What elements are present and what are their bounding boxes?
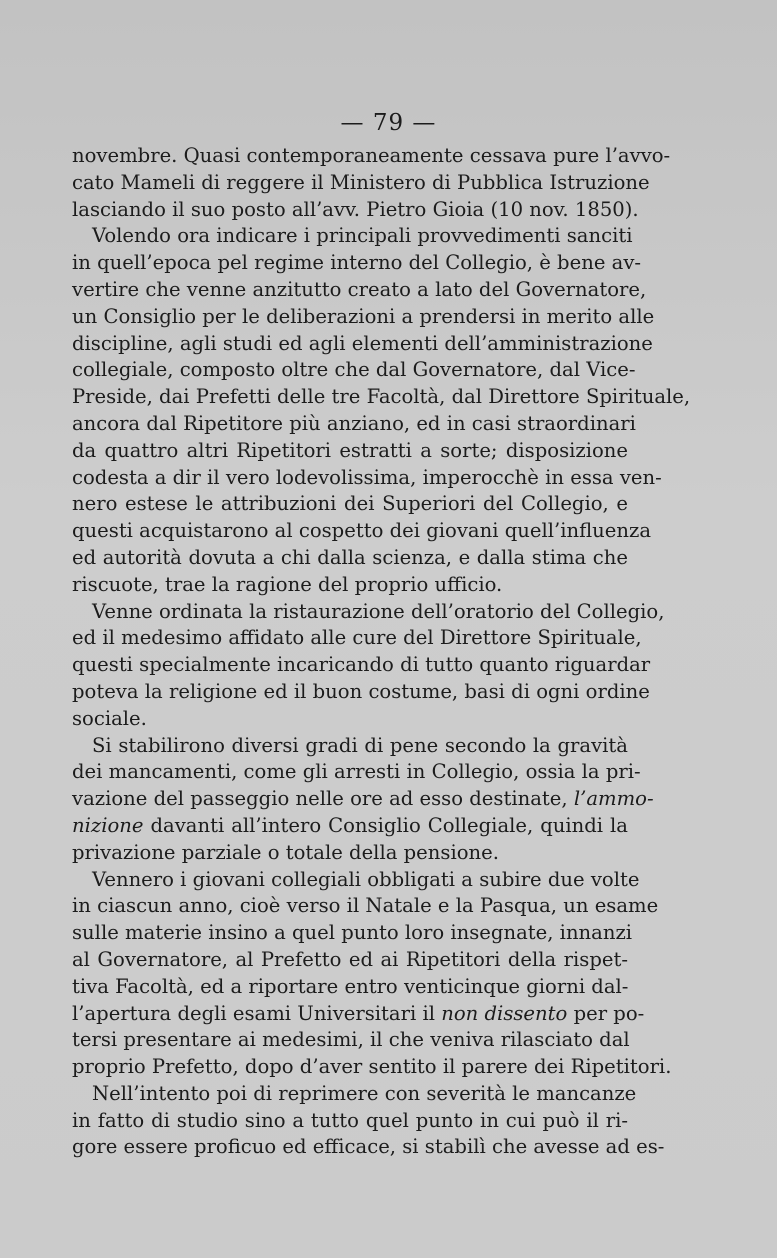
text-line: questi specialmente incaricando di tutto quanto riguardar xyxy=(72,653,651,677)
italic-term: non dissento xyxy=(441,1001,568,1025)
text-line: sociale. xyxy=(72,706,147,730)
text-line: privazione parziale o totale della pensione. xyxy=(72,840,499,864)
text-segment: per po- xyxy=(573,1001,645,1025)
text-line: Volendo ora indicare i principali provvedimenti sanciti xyxy=(92,224,633,248)
text-line: da quattro altri Ripetitori estratti a sorte; disposizione xyxy=(72,438,628,462)
body-text xyxy=(72,143,691,1161)
text-line: tiva Facoltà, ed a riportare entro venticinque giorni dal- xyxy=(72,974,629,998)
text-line: Si stabilirono diversi gradi di pene secondo la gravità xyxy=(92,733,628,757)
text-line: ancora dal Ripetitore più anziano, ed in casi straordinari xyxy=(72,411,636,435)
text-line: vertire che venne anzitutto creato a lato del Governatore, xyxy=(72,277,647,301)
text-segment: l’apertura degli esami Universitari il xyxy=(72,1001,436,1025)
text-line: Venne ordinata la ristaurazione dell’oratorio del Collegio, xyxy=(92,599,665,623)
text-line: novembre. Quasi contemporaneamente cessava pure l’avvo- xyxy=(72,144,671,167)
text-line: ed autorità dovuta a chi dalla scienza, e dalla stima che xyxy=(72,545,628,569)
text-line: al Governatore, al Prefetto ed ai Ripetitori della rispet- xyxy=(72,947,628,971)
text-line: nero estese le attribuzioni dei Superiori del Collegio, e xyxy=(72,492,628,516)
text-line: un Consiglio per le deliberazioni a prendersi in merito alle xyxy=(72,304,655,328)
text-line: in ciascun anno, cioè verso il Natale e la Pasqua, un esame xyxy=(72,894,659,918)
text-line: discipline, agli studi ed agli elementi dell’amministrazione xyxy=(72,331,653,355)
text-line: sulle materie insino a quel punto loro insegnate, innanzi xyxy=(72,921,633,945)
text-line xyxy=(72,1001,645,1028)
text-line: in quell’epoca pel regime interno del Collegio, è bene av- xyxy=(72,251,642,275)
text-line: gore essere proficuo ed efficace, si stabilì che avesse ad es- xyxy=(72,1135,665,1159)
italic-term: nizione xyxy=(72,813,144,837)
text-line: codesta a dir il vero lodevolissima, imperocchè in essa ven- xyxy=(72,465,662,489)
text-line: dei mancamenti, come gli arresti in Collegio, ossia la pri- xyxy=(72,760,641,784)
text-line: cato Mameli di reggere il Ministero di Pubblica Istruzione xyxy=(72,170,650,194)
text-line xyxy=(72,786,654,813)
text-segment: vazione del passeggio nelle ore ad esso destinate, xyxy=(72,787,568,811)
text-segment: davanti all’intero Consiglio Collegiale, quindi la xyxy=(150,813,628,837)
text-line: Nell’intento poi di reprimere con severità le mancanze xyxy=(92,1081,637,1105)
text-line: ed il medesimo affidato alle cure del Direttore Spirituale, xyxy=(72,626,642,650)
text-line: tersi presentare ai medesimi, il che veniva rilasciato dal xyxy=(72,1028,630,1052)
text-line: Vennero i giovani collegiali obbligati a subire due volte xyxy=(92,867,640,891)
text-line: lasciando il suo posto all’avv. Pietro Gioia (10 nov. 1850). xyxy=(72,197,639,221)
text-line: poteva la religione ed il buon costume, basi di ogni ordine xyxy=(72,679,650,703)
text-line: questi acquistarono al cospetto dei giovani quell’influenza xyxy=(72,519,652,543)
text-line: riscuote, trae la ragione del proprio ufficio. xyxy=(72,572,503,596)
text-line: proprio Prefetto, dopo d’aver sentito il parere dei Ripetitori. xyxy=(72,1055,672,1079)
italic-term: l’ammo- xyxy=(573,787,654,811)
text-line: collegiale, composto oltre che dal Governatore, dal Vice- xyxy=(72,358,636,382)
page-number: — 79 — xyxy=(340,110,437,136)
text-line: in fatto di studio sino a tutto quel punto in cui può il ri- xyxy=(72,1108,628,1132)
text-line xyxy=(72,813,628,840)
text-line: Preside, dai Prefetti delle tre Facoltà, dal Direttore Spirituale, xyxy=(72,385,691,409)
